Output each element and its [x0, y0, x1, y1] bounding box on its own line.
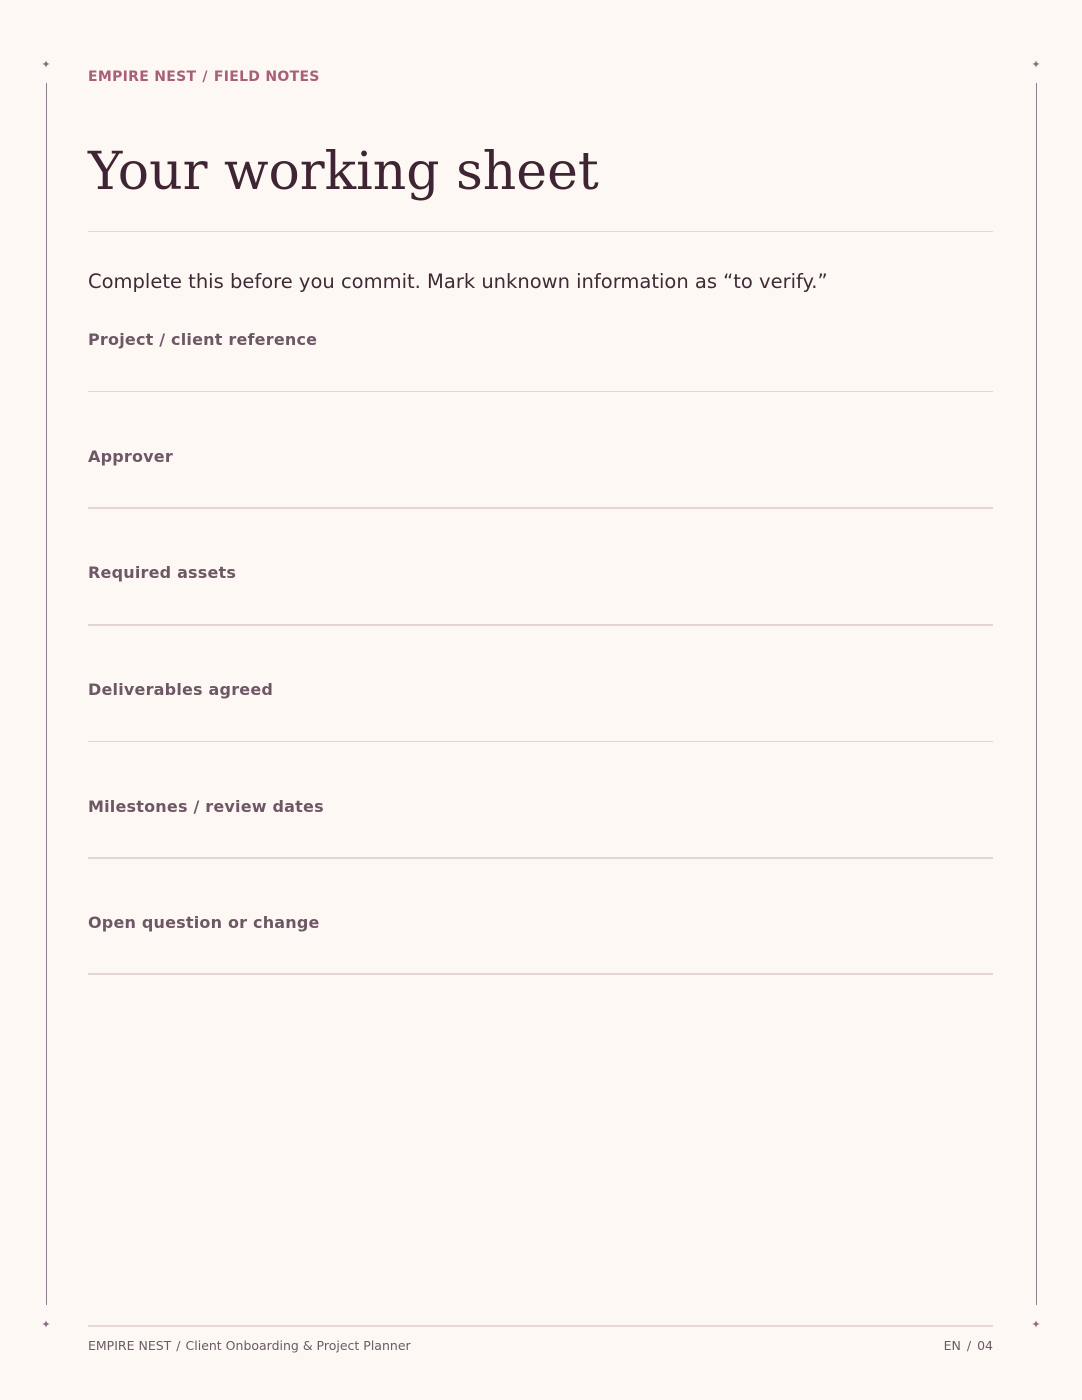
- field-write-line[interactable]: [88, 507, 993, 509]
- footer-page-number: 04: [977, 1338, 993, 1353]
- field-approver[interactable]: [88, 447, 993, 466]
- sparkle-icon: ✦: [41, 1318, 51, 1331]
- field-milestones-review-dates[interactable]: [88, 797, 993, 816]
- field-label: Deliverables agreed: [88, 680, 274, 699]
- field-label: Milestones / review dates: [88, 797, 324, 816]
- breadcrumb-brand: EMPIRE NEST: [88, 69, 197, 85]
- field-label: Required assets: [88, 563, 237, 582]
- footer-separator: /: [176, 1338, 181, 1353]
- page-title: Your working sheet: [88, 142, 599, 202]
- breadcrumb-section: FIELD NOTES: [213, 69, 320, 85]
- footer-document-title: Client Onboarding & Project Planner: [185, 1338, 411, 1353]
- field-label: Open question or change: [88, 913, 320, 932]
- breadcrumb-separator: /: [202, 69, 208, 85]
- breadcrumb: [88, 69, 320, 85]
- field-write-line[interactable]: [88, 857, 993, 859]
- field-label: Approver: [88, 447, 173, 466]
- field-write-line[interactable]: [88, 624, 993, 626]
- field-project-client-reference[interactable]: [88, 330, 993, 349]
- field-write-line[interactable]: [88, 973, 993, 975]
- field-required-assets[interactable]: [88, 563, 993, 582]
- footer-brand: EMPIRE NEST: [88, 1338, 172, 1353]
- field-write-line[interactable]: [88, 391, 993, 392]
- sparkle-icon: ✦: [1031, 1318, 1041, 1331]
- field-open-question-or-change[interactable]: [88, 913, 993, 932]
- left-margin-rule: [46, 83, 47, 1305]
- footer-divider: [88, 1325, 993, 1327]
- sparkle-icon: ✦: [41, 58, 51, 71]
- sparkle-icon: ✦: [1031, 58, 1041, 71]
- title-divider: [88, 231, 993, 232]
- intro-text: Complete this before you commit. Mark unknown information as “to verify.”: [88, 270, 828, 293]
- field-label: Project / client reference: [88, 330, 318, 349]
- right-margin-rule: [1036, 83, 1037, 1305]
- footer-separator: /: [966, 1338, 972, 1353]
- footer-page-info: [944, 1338, 993, 1353]
- footer-language: EN: [943, 1338, 961, 1353]
- footer-document-info: [88, 1338, 411, 1353]
- field-write-line[interactable]: [88, 741, 993, 742]
- field-deliverables-agreed[interactable]: [88, 680, 993, 699]
